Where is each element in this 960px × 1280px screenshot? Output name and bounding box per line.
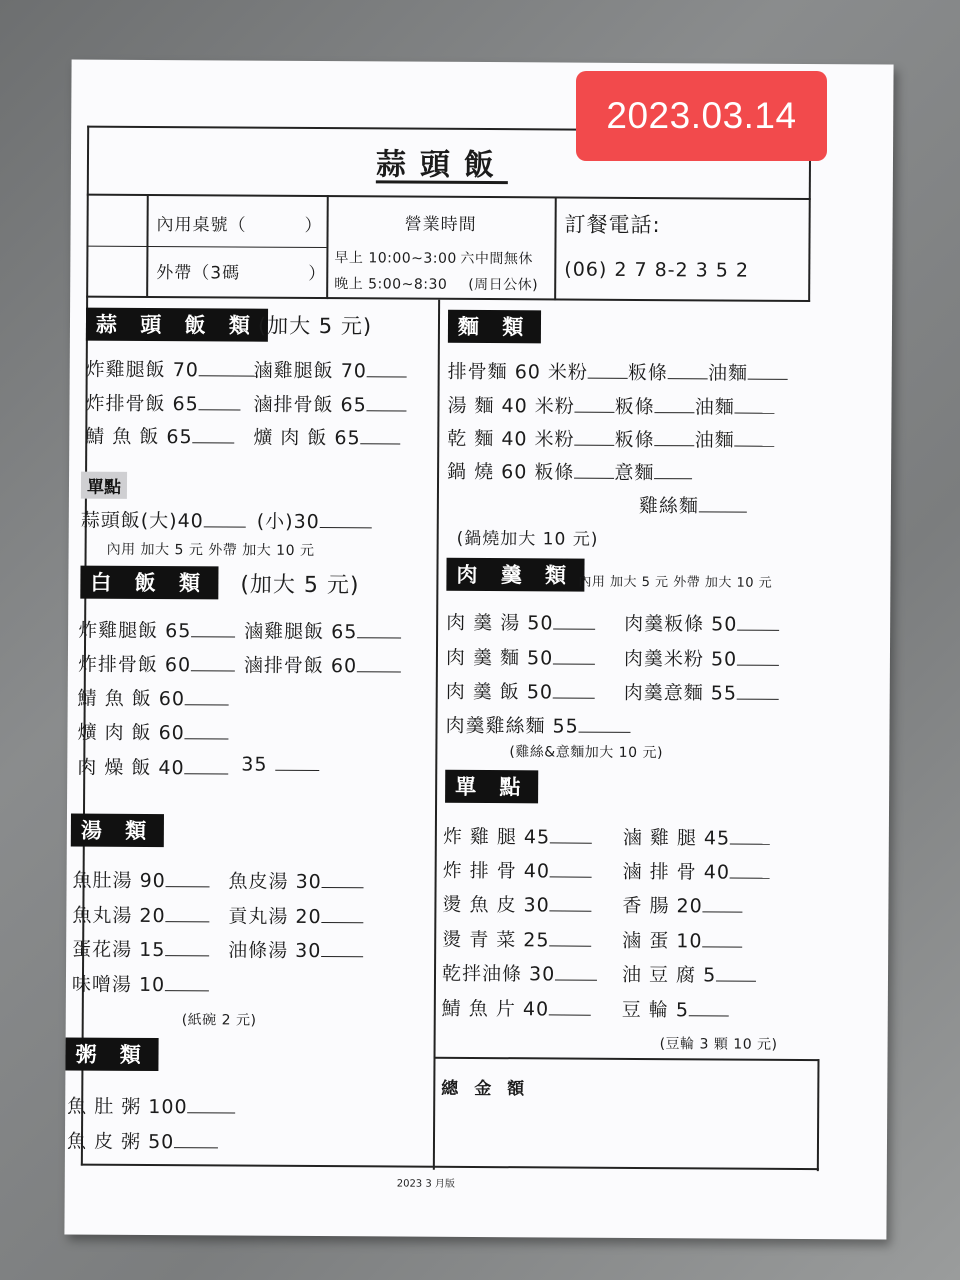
- menu-item: 鯖 魚 飯 60: [78, 684, 229, 712]
- menu-item: 蛋花湯 15: [72, 935, 209, 963]
- noodle-row: 鍋 燒 60 粄條 意麵: [447, 457, 693, 485]
- header-row-divider: [86, 246, 326, 248]
- hours-evening: 晚上 5:00~8:30: [334, 276, 448, 293]
- menu-paper: [64, 60, 893, 1240]
- menu-item: 肉羹米粉 50: [624, 644, 779, 672]
- menu-item: 滷 蛋 10: [622, 926, 742, 954]
- soup-heading: 湯 類: [71, 814, 165, 848]
- noodle-note: (鍋燒加大 10 元): [456, 528, 599, 550]
- menu-item: 炸雞腿飯 70: [86, 355, 257, 383]
- frame-bottom: [81, 1164, 819, 1171]
- noodle-row: 乾 麵 40 米粉 粄條 油麵: [447, 424, 775, 453]
- footer-version: 2023 3 月版: [396, 1178, 455, 1190]
- menu-item: 爌 肉 飯 60: [77, 718, 228, 746]
- phone-label: 訂餐電話:: [564, 212, 661, 238]
- menu-item: 魚丸湯 20: [72, 901, 209, 929]
- total-label: 總 金 額: [441, 1078, 530, 1100]
- header-divider-1: [326, 195, 329, 299]
- white-rice-heading: 白 飯 類: [80, 566, 218, 600]
- menu-item: 鯖 魚 片 40: [442, 994, 591, 1022]
- menu-item: 魚皮湯 30: [229, 866, 364, 894]
- menu-item: 滷排骨飯 65: [253, 390, 406, 418]
- congee-heading: 粥 類: [65, 1037, 159, 1071]
- menu-item: 滷 雞 腿 45: [623, 823, 770, 851]
- menu-item: 肉羹雞絲麵 55: [445, 711, 630, 739]
- soup-note: (紙碗 2 元): [181, 1012, 257, 1029]
- pork-soup-note: (雞絲&意麵加大 10 元): [509, 744, 663, 762]
- menu-item: 35: [241, 754, 319, 776]
- header-divider-2: [554, 196, 557, 300]
- frame-right-bottom: [817, 1059, 820, 1171]
- menu-item: 鯖 魚 飯 65: [85, 422, 234, 450]
- menu-item: 貢丸湯 20: [228, 901, 363, 929]
- menu-item: 豆 輪 5: [622, 995, 729, 1023]
- menu-item: 滷排骨飯 60: [244, 651, 401, 679]
- menu-item: 燙 青 菜 25: [442, 925, 591, 953]
- menu-item: 肉 燥 飯 40: [77, 753, 228, 781]
- menu-item: 雞絲麵: [639, 491, 747, 519]
- pork-soup-heading: 肉 羹 類: [446, 558, 584, 592]
- hours-morning: 早上 10:00~3:00: [334, 250, 457, 267]
- noodles-heading: 麵 類: [448, 310, 542, 344]
- menu-item: 炸 排 骨 40: [443, 856, 592, 884]
- garlic-rice-upsize: (加大 5 元): [257, 313, 373, 339]
- menu-item: 油條湯 30: [228, 935, 363, 963]
- date-stamp: 2023.03.14: [576, 71, 827, 161]
- dine-in-label: 內用桌號（: [156, 215, 247, 236]
- menu-item: 炸雞腿飯 65: [78, 616, 235, 644]
- menu-item: 油 豆 腐 5: [622, 960, 756, 988]
- frame-left: [81, 126, 89, 1166]
- single-order-b-heading: 單 點: [445, 770, 539, 804]
- single-order-heading: 單點: [81, 472, 127, 499]
- menu-item: 肉羹粄條 50: [624, 609, 779, 637]
- white-rice-upsize: (加大 5 元): [240, 572, 360, 599]
- upsize-note: 內用 加大 5 元 外帶 加大 10 元: [106, 541, 315, 559]
- takeout-close: ）: [308, 263, 327, 285]
- menu-item: 滷 排 骨 40: [623, 857, 770, 885]
- hours-note: 六中間無休: [460, 250, 533, 268]
- noodle-row: 排骨麵 60 米粉 粄條 油麵: [448, 357, 788, 386]
- menu-item: 香 腸 20: [622, 891, 742, 919]
- menu-item: 炸 雞 腿 45: [443, 822, 592, 850]
- noodle-row: 湯 麵 40 米粉 粄條 油麵: [447, 391, 775, 420]
- column-divider: [433, 300, 440, 1170]
- header-bottom: [86, 296, 810, 302]
- phone-number: (06) 2 7 8-2 3 5 2: [564, 258, 750, 282]
- pork-soup-upsize-note: 內用 加大 5 元 外帶 加大 10 元: [578, 574, 773, 591]
- menu-item: 味噌湯 10: [72, 970, 209, 998]
- menu-item: 魚 皮 粥 50: [67, 1126, 218, 1154]
- single-b-note: (豆輪 3 顆 10 元): [659, 1036, 778, 1053]
- garlic-rice-heading: 蒜 頭 飯 類: [86, 308, 268, 342]
- menu-item: 肉 羹 湯 50: [446, 608, 595, 636]
- menu-item: (小)30: [257, 507, 372, 535]
- menu-item: 肉 羹 麵 50: [446, 643, 595, 671]
- total-top: [433, 1057, 819, 1061]
- title-divider: [87, 194, 811, 200]
- menu-item: 炸排骨飯 65: [85, 389, 240, 417]
- menu-item: 燙 魚 皮 30: [442, 890, 591, 918]
- dine-in-close: ）: [304, 215, 323, 237]
- menu-item: 肉 羹 飯 50: [446, 677, 595, 705]
- menu-item: 肉羹意麵 55: [624, 678, 779, 706]
- page-title: 蒜頭飯: [375, 147, 509, 184]
- menu-item: 魚肚湯 90: [73, 866, 210, 894]
- menu-item: 炸排骨飯 60: [78, 650, 235, 678]
- menu-item: 乾拌油條 30: [442, 959, 597, 987]
- menu-item: 蒜頭飯(大)40: [81, 506, 246, 534]
- menu-item: 滷雞腿飯 70: [254, 356, 407, 384]
- menu-item: 爌 肉 飯 65: [253, 423, 400, 451]
- menu-item: 滷雞腿飯 65: [244, 617, 401, 645]
- menu-item: 魚 肚 粥 100: [67, 1091, 236, 1119]
- hours-title: 營業時間: [404, 214, 477, 235]
- takeout-label: 外帶（3碼: [156, 263, 241, 284]
- hours-closed: (周日公休): [468, 276, 539, 294]
